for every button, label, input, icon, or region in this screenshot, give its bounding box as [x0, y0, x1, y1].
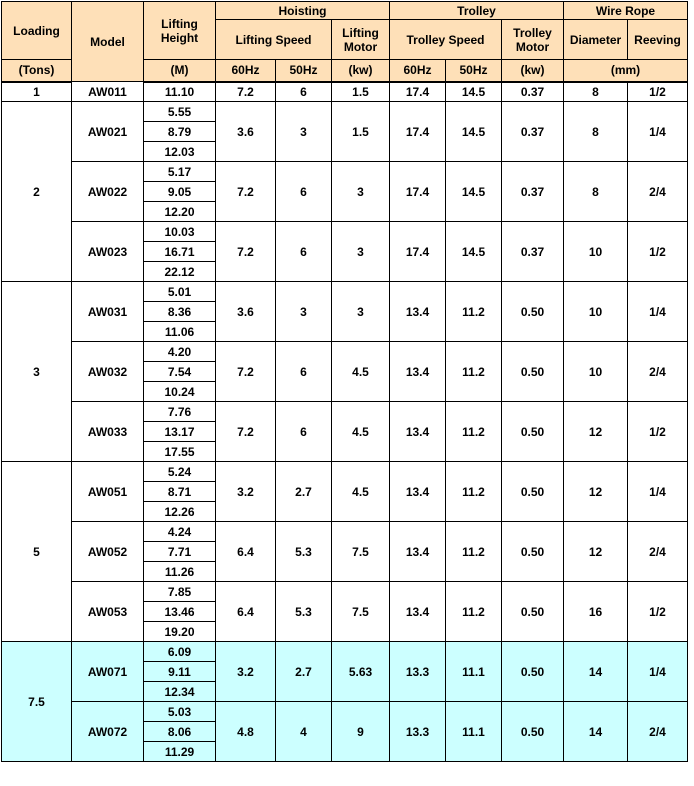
lifting-height-cell: 9.05 [144, 182, 216, 202]
trolley-speed-60hz-cell: 13.3 [390, 642, 446, 702]
rope-diameter-cell: 14 [564, 642, 628, 702]
reeving-cell: 2/4 [628, 522, 688, 582]
lift-speed-50hz-cell: 6 [276, 402, 332, 462]
unit-lift-50hz: 50Hz [276, 60, 332, 82]
lift-speed-60hz-cell: 7.2 [216, 162, 276, 222]
lift-speed-60hz-cell: 3.2 [216, 462, 276, 522]
rope-diameter-cell: 12 [564, 462, 628, 522]
unit-loading: (Tons) [2, 60, 72, 82]
model-cell: AW052 [72, 522, 144, 582]
model-cell: AW051 [72, 462, 144, 522]
lifting-motor-cell: 9 [332, 702, 390, 762]
trolley-speed-50hz-cell: 11.2 [446, 582, 502, 642]
spec-body [2, 2, 688, 762]
table-row [2, 282, 688, 302]
lifting-height-cell: 5.55 [144, 102, 216, 122]
rope-diameter-cell: 10 [564, 342, 628, 402]
trolley-speed-50hz-cell: 11.2 [446, 462, 502, 522]
loading-cell: 1 [2, 82, 72, 102]
reeving-cell: 1/2 [628, 402, 688, 462]
lifting-motor-cell: 3 [332, 222, 390, 282]
header-trolley-motor: Trolley Motor [502, 20, 564, 60]
trolley-speed-60hz-cell: 13.3 [390, 702, 446, 762]
trolley-speed-60hz-cell: 17.4 [390, 222, 446, 282]
trolley-speed-50hz-cell: 14.5 [446, 162, 502, 222]
spec-table [1, 1, 688, 762]
model-cell: AW032 [72, 342, 144, 402]
trolley-motor-cell: 0.50 [502, 402, 564, 462]
header-lifting-height: Lifting Height [144, 2, 216, 60]
lifting-height-cell: 11.29 [144, 742, 216, 762]
trolley-speed-50hz-cell: 11.1 [446, 642, 502, 702]
trolley-motor-cell: 0.50 [502, 642, 564, 702]
lifting-height-cell: 12.26 [144, 502, 216, 522]
model-cell: AW053 [72, 582, 144, 642]
rope-diameter-cell: 8 [564, 82, 628, 102]
rope-diameter-cell: 12 [564, 522, 628, 582]
lift-speed-50hz-cell: 6 [276, 162, 332, 222]
lift-speed-50hz-cell: 6 [276, 222, 332, 282]
header-trolley-speed: Trolley Speed [390, 20, 502, 60]
model-cell: AW072 [72, 702, 144, 762]
table-row [2, 162, 688, 182]
reeving-cell: 1/4 [628, 642, 688, 702]
lifting-motor-cell: 1.5 [332, 82, 390, 102]
unit-trolley-motor: (kw) [502, 60, 564, 82]
lift-speed-60hz-cell: 7.2 [216, 342, 276, 402]
trolley-speed-60hz-cell: 13.4 [390, 342, 446, 402]
model-cell: AW023 [72, 222, 144, 282]
header-reeving: Reeving [628, 20, 688, 60]
lift-speed-50hz-cell: 6 [276, 342, 332, 402]
lift-speed-50hz-cell: 6 [276, 82, 332, 102]
lifting-height-cell: 11.10 [144, 82, 216, 102]
model-cell: AW011 [72, 82, 144, 102]
trolley-speed-60hz-cell: 17.4 [390, 82, 446, 102]
lifting-height-cell: 12.03 [144, 142, 216, 162]
lifting-height-cell: 12.34 [144, 682, 216, 702]
rope-diameter-cell: 12 [564, 402, 628, 462]
unit-trolley-60hz: 60Hz [390, 60, 446, 82]
lift-speed-50hz-cell: 3 [276, 102, 332, 162]
lifting-height-cell: 5.24 [144, 462, 216, 482]
trolley-motor-cell: 0.37 [502, 102, 564, 162]
rope-diameter-cell: 14 [564, 702, 628, 762]
rope-diameter-cell: 10 [564, 222, 628, 282]
lifting-height-cell: 16.71 [144, 242, 216, 262]
unit-rope: (mm) [564, 60, 688, 82]
lifting-height-cell: 19.20 [144, 622, 216, 642]
trolley-speed-60hz-cell: 17.4 [390, 102, 446, 162]
lift-speed-60hz-cell: 3.6 [216, 102, 276, 162]
lifting-height-cell: 17.55 [144, 442, 216, 462]
lift-speed-50hz-cell: 2.7 [276, 642, 332, 702]
table-row [2, 102, 688, 122]
lifting-motor-cell: 1.5 [332, 102, 390, 162]
header-loading: Loading [2, 2, 72, 60]
lifting-height-cell: 12.20 [144, 202, 216, 222]
lifting-height-cell: 13.46 [144, 602, 216, 622]
lift-speed-60hz-cell: 7.2 [216, 402, 276, 462]
lifting-height-cell: 7.54 [144, 362, 216, 382]
lifting-motor-cell: 7.5 [332, 522, 390, 582]
lifting-height-cell: 8.71 [144, 482, 216, 502]
lift-speed-60hz-cell: 3.2 [216, 642, 276, 702]
header-model: Model [72, 2, 144, 82]
trolley-speed-50hz-cell: 11.2 [446, 402, 502, 462]
unit-lift-60hz: 60Hz [216, 60, 276, 82]
trolley-motor-cell: 0.50 [502, 282, 564, 342]
trolley-motor-cell: 0.37 [502, 222, 564, 282]
trolley-motor-cell: 0.50 [502, 342, 564, 402]
lifting-height-cell: 10.03 [144, 222, 216, 242]
lifting-motor-cell: 7.5 [332, 582, 390, 642]
trolley-speed-60hz-cell: 13.4 [390, 522, 446, 582]
lifting-motor-cell: 3 [332, 282, 390, 342]
header-lifting-speed: Lifting Speed [216, 20, 332, 60]
reeving-cell: 2/4 [628, 162, 688, 222]
table-row [2, 402, 688, 422]
trolley-speed-60hz-cell: 13.4 [390, 282, 446, 342]
rope-diameter-cell: 8 [564, 162, 628, 222]
table-row [2, 222, 688, 242]
trolley-speed-50hz-cell: 14.5 [446, 82, 502, 102]
trolley-speed-50hz-cell: 14.5 [446, 102, 502, 162]
lifting-height-cell: 8.36 [144, 302, 216, 322]
lift-speed-60hz-cell: 6.4 [216, 582, 276, 642]
lifting-height-cell: 5.01 [144, 282, 216, 302]
table-row [2, 702, 688, 722]
lift-speed-50hz-cell: 2.7 [276, 462, 332, 522]
reeving-cell: 1/2 [628, 582, 688, 642]
lifting-height-cell: 11.06 [144, 322, 216, 342]
lift-speed-50hz-cell: 5.3 [276, 582, 332, 642]
table-row [2, 82, 688, 102]
table-row [2, 342, 688, 362]
trolley-speed-50hz-cell: 11.2 [446, 522, 502, 582]
lifting-height-cell: 5.17 [144, 162, 216, 182]
lift-speed-60hz-cell: 4.8 [216, 702, 276, 762]
lifting-height-cell: 10.24 [144, 382, 216, 402]
lift-speed-50hz-cell: 5.3 [276, 522, 332, 582]
unit-trolley-50hz: 50Hz [446, 60, 502, 82]
trolley-motor-cell: 0.50 [502, 582, 564, 642]
trolley-speed-50hz-cell: 11.2 [446, 282, 502, 342]
lifting-height-cell: 8.06 [144, 722, 216, 742]
header-lifting-motor: Lifting Motor [332, 20, 390, 60]
lifting-motor-cell: 4.5 [332, 342, 390, 402]
lifting-height-cell: 8.79 [144, 122, 216, 142]
trolley-motor-cell: 0.37 [502, 162, 564, 222]
table-row [2, 582, 688, 602]
unit-lifting-motor: (kw) [332, 60, 390, 82]
header-hoisting: Hoisting [216, 2, 390, 20]
lifting-motor-cell: 4.5 [332, 462, 390, 522]
trolley-motor-cell: 0.50 [502, 702, 564, 762]
reeving-cell: 1/2 [628, 222, 688, 282]
lifting-height-cell: 13.17 [144, 422, 216, 442]
model-cell: AW031 [72, 282, 144, 342]
lifting-motor-cell: 4.5 [332, 402, 390, 462]
table-row [2, 642, 688, 662]
loading-cell: 7.5 [2, 642, 72, 762]
header-trolley: Trolley [390, 2, 564, 20]
unit-height: (M) [144, 60, 216, 82]
model-cell: AW071 [72, 642, 144, 702]
lifting-height-cell: 7.71 [144, 542, 216, 562]
rope-diameter-cell: 10 [564, 282, 628, 342]
lifting-height-cell: 9.11 [144, 662, 216, 682]
trolley-speed-50hz-cell: 14.5 [446, 222, 502, 282]
loading-cell: 3 [2, 282, 72, 462]
lift-speed-60hz-cell: 6.4 [216, 522, 276, 582]
lifting-height-cell: 6.09 [144, 642, 216, 662]
trolley-speed-60hz-cell: 13.4 [390, 582, 446, 642]
lifting-height-cell: 4.20 [144, 342, 216, 362]
header-wire-rope: Wire Rope [564, 2, 688, 20]
reeving-cell: 2/4 [628, 342, 688, 402]
reeving-cell: 1/4 [628, 102, 688, 162]
model-cell: AW033 [72, 402, 144, 462]
lifting-motor-cell: 3 [332, 162, 390, 222]
trolley-speed-60hz-cell: 13.4 [390, 402, 446, 462]
reeving-cell: 1/4 [628, 462, 688, 522]
lift-speed-60hz-cell: 7.2 [216, 222, 276, 282]
trolley-speed-50hz-cell: 11.1 [446, 702, 502, 762]
lifting-height-cell: 22.12 [144, 262, 216, 282]
header-row-1 [2, 2, 688, 20]
table-row [2, 522, 688, 542]
lift-speed-50hz-cell: 4 [276, 702, 332, 762]
model-cell: AW021 [72, 102, 144, 162]
trolley-motor-cell: 0.37 [502, 82, 564, 102]
lifting-height-cell: 4.24 [144, 522, 216, 542]
table-row [2, 462, 688, 482]
rope-diameter-cell: 16 [564, 582, 628, 642]
lifting-height-cell: 11.26 [144, 562, 216, 582]
trolley-motor-cell: 0.50 [502, 522, 564, 582]
reeving-cell: 2/4 [628, 702, 688, 762]
reeving-cell: 1/2 [628, 82, 688, 102]
lifting-height-cell: 7.85 [144, 582, 216, 602]
trolley-speed-50hz-cell: 11.2 [446, 342, 502, 402]
loading-cell: 2 [2, 102, 72, 282]
header-diameter: Diameter [564, 20, 628, 60]
lifting-motor-cell: 5.63 [332, 642, 390, 702]
lifting-height-cell: 7.76 [144, 402, 216, 422]
trolley-motor-cell: 0.50 [502, 462, 564, 522]
lift-speed-50hz-cell: 3 [276, 282, 332, 342]
lifting-height-cell: 5.03 [144, 702, 216, 722]
lift-speed-60hz-cell: 7.2 [216, 82, 276, 102]
reeving-cell: 1/4 [628, 282, 688, 342]
lift-speed-60hz-cell: 3.6 [216, 282, 276, 342]
trolley-speed-60hz-cell: 17.4 [390, 162, 446, 222]
loading-cell: 5 [2, 462, 72, 642]
model-cell: AW022 [72, 162, 144, 222]
rope-diameter-cell: 8 [564, 102, 628, 162]
trolley-speed-60hz-cell: 13.4 [390, 462, 446, 522]
